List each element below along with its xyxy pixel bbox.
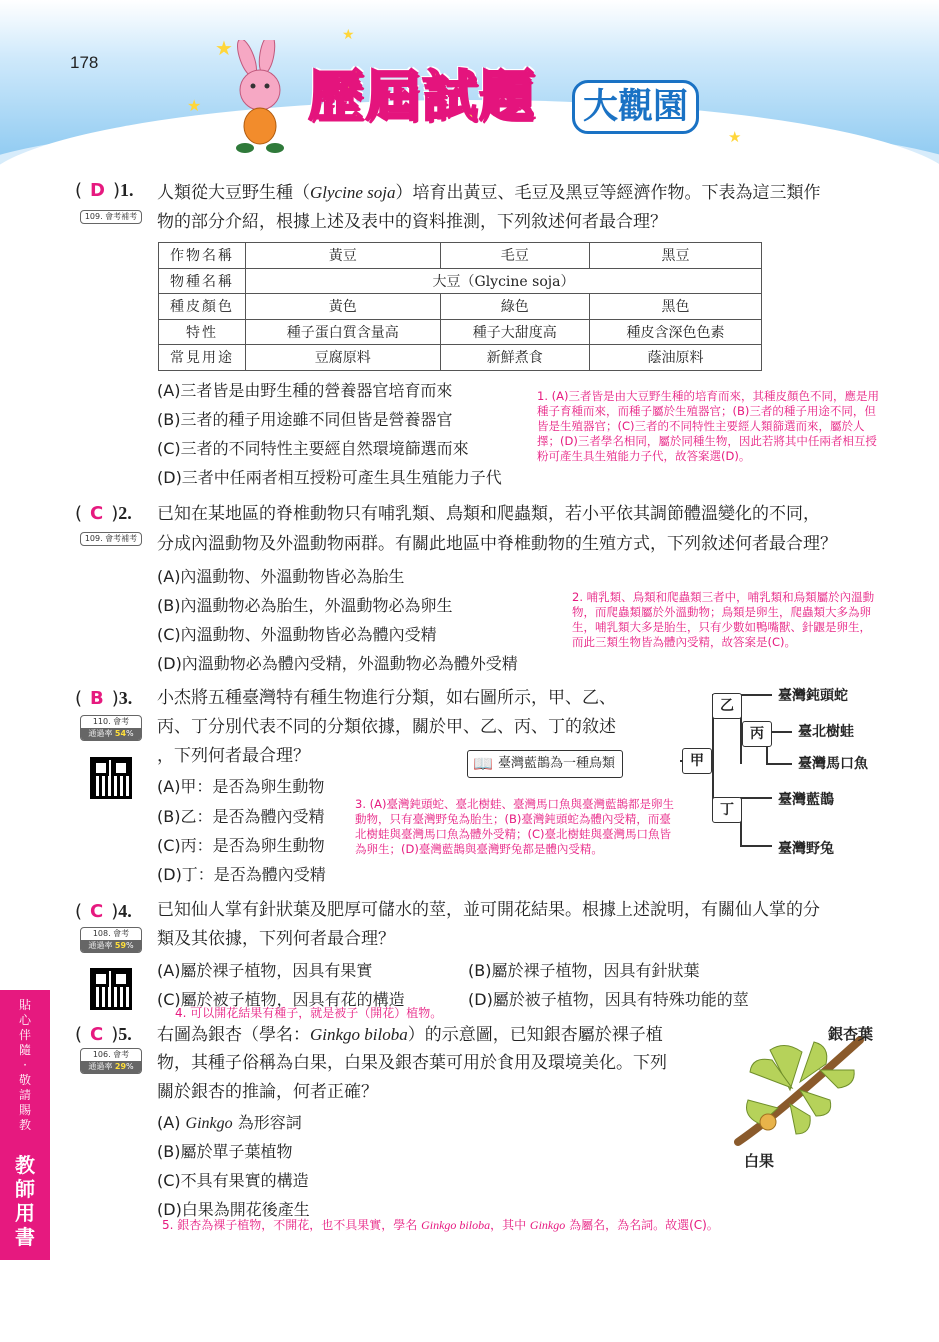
q2-explanation: 2. 哺乳類、鳥類和爬蟲類三者中，哺乳類和鳥類屬於內溫動物，而爬蟲類屬於外溫動物；鳥類是卵生，爬蟲類大多為卵生，哺乳類大多是胎生，只有少數如鴨嘴獸、針鼴是卵生，而此三類生物皆為體內受精，故答案是(C)。 — [572, 590, 875, 649]
q5-explanation: 5. 銀杏為裸子植物，不開花，也不具果實，學名 Ginkgo biloba，其中 Ginkgo 為屬名，為名詞。故選(C)。 — [162, 1218, 719, 1232]
book-icon: 📖 — [473, 754, 493, 773]
q1-explanation: 1. (A)三者皆是由大豆野生種的培育而來，其種皮顏色不同，應是用種子育種而來，而種子屬於生殖器官；(B)三者的種子用途不同，但皆是生殖器官；(C)三者的不同特性主要經人類篩選而來，屬於人擇；(D)三者學名相同，屬於同種生物，因此若將其中任兩者相互授粉可產生具生殖能力子代，故答案選(D)。 — [537, 389, 879, 463]
side-char: 伴 — [18, 1028, 31, 1042]
star-icon: ★ — [342, 27, 355, 43]
q3-exam-tag: 110. 會考 通過率 54% — [80, 715, 142, 741]
q3-hint-text: 臺灣藍鵲為一種鳥類 — [498, 756, 616, 771]
tree-node-yi: 乙 — [712, 693, 742, 719]
rabbit-mascot-icon — [225, 40, 305, 155]
star-icon: ★ — [187, 96, 202, 115]
side-char: 用 — [15, 1201, 35, 1225]
tree-leaf: 臺北樹蛙 — [798, 724, 854, 740]
q1-exam-tag: 109. 會考補考 — [80, 210, 142, 224]
q4-explanation: 4. 可以開花結果有種子，就是被子（開花）植物。 — [175, 1006, 443, 1020]
page-title: 歷屆試題 — [308, 64, 537, 128]
q2-exam-tag: 109. 會考補考 — [80, 532, 142, 546]
q2-text-line2: 分成內溫動物及外溫動物兩群。有關此地區中脊椎動物的生殖方式，下列敘述何者最合理？ — [157, 534, 837, 554]
side-char: 心 — [18, 1013, 31, 1027]
q3-qr-code-icon[interactable] — [90, 757, 132, 799]
star-icon: ★ — [215, 36, 233, 60]
side-char: 貼 — [18, 998, 31, 1012]
side-char: 教 — [15, 1153, 35, 1177]
q5-text-line1: 右圖為銀杏（學名：Ginkgo biloba）的示意圖，已知銀杏屬於裸子植 — [157, 1025, 663, 1045]
q1-option-b: (B)三者的種子用途雖不同但皆是營養器官 — [157, 410, 453, 429]
page-subtitle: 大觀園 — [572, 80, 699, 134]
side-char: 請 — [18, 1088, 31, 1102]
side-char: 師 — [15, 1177, 35, 1201]
q4-text-line1: 已知仙人掌有針狀葉及肥厚可儲水的莖，並可開花結果。根據上述說明，有關仙人掌的分 — [157, 900, 820, 920]
tree-node-ding: 丁 — [712, 797, 742, 823]
q5-text-line3: 關於銀杏的推論，何者正確？ — [157, 1082, 378, 1102]
q3-answer: ( B )3. — [75, 688, 133, 709]
q3-text-line1: 小杰將五種臺灣特有種生物進行分類，如右圖所示，甲、乙、 — [157, 688, 616, 708]
tree-leaf: 臺灣野兔 — [778, 841, 834, 857]
q1-option-d: (D)三者中任兩者相互授粉可產生具生殖能力子代 — [157, 468, 502, 487]
q4-option-a: (A)屬於裸子植物，因具有果實 — [157, 961, 373, 980]
side-char: 書 — [15, 1225, 35, 1249]
q5-option-b: (B)屬於單子葉植物 — [157, 1142, 293, 1161]
ginkgo-illustration-icon — [730, 1030, 870, 1150]
q4-option-b: (B)屬於裸子植物，因具有針狀葉 — [468, 961, 700, 980]
q3-option-d: (D)丁：是否為體內受精 — [157, 865, 326, 884]
q2-option-c: (C)內溫動物、外溫動物皆必為體內受精 — [157, 625, 437, 644]
q3-option-a: (A)甲：是否為卵生動物 — [157, 777, 325, 796]
q4-option-d: (D)屬於被子植物，因具有特殊功能的莖 — [468, 990, 749, 1009]
tree-leaf: 臺灣馬口魚 — [798, 756, 868, 772]
side-char: 隨 — [18, 1043, 31, 1057]
q1-answer: ( D )1. — [75, 180, 134, 201]
q5-option-c: (C)不具有果實的構造 — [157, 1171, 309, 1190]
q5-option-d: (D)白果為開花後產生 — [157, 1200, 310, 1219]
q1-text-line2: 物的部分介紹，根據上述及表中的資料推測，下列敘述何者最合理？ — [157, 212, 667, 232]
q2-text-line1: 已知在某地區的脊椎動物只有哺乳類、鳥類和爬蟲類，若小平依其調節體溫變化的不同， — [157, 504, 820, 524]
ginkgo-leaf-label: 銀杏葉 — [828, 1025, 874, 1043]
q2-option-d: (D)內溫動物必為體內受精，外溫動物必為體外受精 — [157, 654, 518, 673]
q2-option-a: (A)內溫動物、外溫動物皆必為胎生 — [157, 567, 405, 586]
q1-table: 作物名稱 黃豆 毛豆 黑豆 物種名稱 大豆（Glycine soja） 種皮顏色 黃色 綠色 黑色 特性 種子蛋白質含量高 種子大甜度高 種皮含深色色素 常見用途 豆腐原料 新鮮煮食 蔭油原料 — [158, 242, 762, 371]
q1-option-c: (C)三者的不同特性主要經自然環境篩選而來 — [157, 439, 469, 458]
q4-qr-code-icon[interactable] — [90, 968, 132, 1010]
page-number: 178 — [70, 53, 99, 72]
q4-option-c: (C)屬於被子植物，因具有花的構造 — [157, 990, 405, 1009]
q2-option-b: (B)內溫動物必為胎生，外溫動物必為卵生 — [157, 596, 453, 615]
tree-leaf: 臺灣鈍頭蛇 — [778, 688, 848, 704]
q5-exam-tag: 106. 會考 通過率 29% — [80, 1048, 142, 1074]
side-char: · — [23, 1058, 27, 1072]
q5-answer: ( C )5. — [75, 1024, 132, 1045]
q3-text-line2: 丙、丁分別代表不同的分類依據，關於甲、乙、丙、丁的敘述 — [157, 717, 616, 737]
q3-explanation: 3. (A)臺灣鈍頭蛇、臺北樹蛙、臺灣馬口魚與臺灣藍鵲都是卵生動物，只有臺灣野兔為胎生；(B)臺灣鈍頭蛇為體內受精，而臺北樹蛙與臺灣馬口魚為體外受精；(C)臺北樹蛙與臺灣馬口魚皆為卵生；(D)臺灣藍鵲與臺灣野兔都是體內受精。 — [355, 797, 674, 856]
star-icon: ★ — [728, 128, 742, 146]
tree-node-jia: 甲 — [682, 748, 712, 774]
q3-option-b: (B)乙：是否為體內受精 — [157, 807, 325, 826]
q3-hint-box — [467, 750, 623, 778]
q5-text-line2: 物，其種子俗稱為白果，白果及銀杏葉可用於食用及環境美化。下列 — [157, 1053, 667, 1073]
side-char: 教 — [18, 1118, 31, 1132]
q4-answer: ( C )4. — [75, 901, 132, 922]
side-char: 敬 — [18, 1073, 31, 1087]
q5-option-a: (A) Ginkgo 為形容詞 — [157, 1113, 302, 1132]
ginkgo-fruit-label: 白果 — [744, 1152, 775, 1170]
tree-leaf: 臺灣藍鵲 — [778, 792, 834, 808]
q1-text-line1: 人類從大豆野生種（Glycine soja）培育出黃豆、毛豆及黑豆等經濟作物。下表為這三類作 — [157, 183, 821, 203]
side-tab — [0, 990, 50, 1260]
q2-answer: ( C )2. — [75, 503, 132, 524]
tree-node-bing: 丙 — [742, 721, 772, 747]
q4-text-line2: 類及其依據，下列何者最合理？ — [157, 929, 395, 949]
q3-option-c: (C)丙：是否為卵生動物 — [157, 836, 325, 855]
side-char: 賜 — [18, 1103, 31, 1117]
q3-text-line3: ，下列何者最合理？ — [157, 746, 310, 766]
q4-exam-tag: 108. 會考 通過率 59% — [80, 927, 142, 953]
q1-option-a: (A)三者皆是由野生種的營養器官培育而來 — [157, 381, 453, 400]
